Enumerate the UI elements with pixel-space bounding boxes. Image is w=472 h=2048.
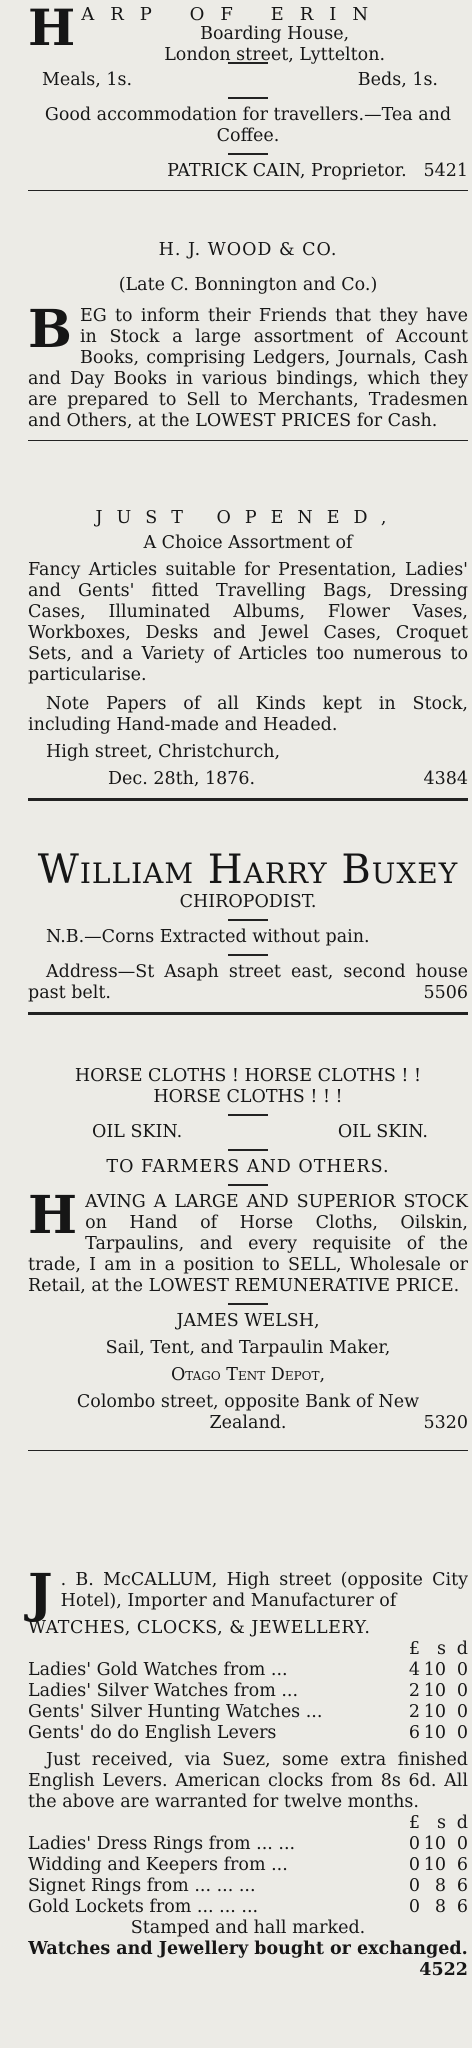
harp-line2: London street, Lyttelton. — [164, 45, 386, 65]
horse-initial: H — [28, 1185, 78, 1246]
col-pounds: £ — [408, 1639, 420, 1659]
price-d: 6 — [456, 1876, 468, 1896]
buxey-address: Address—St Asaph street east, second house past belt. — [28, 962, 468, 1003]
mccallum-exchange: Watches and Jewellery bought or exchanged. — [28, 1939, 468, 1959]
harp-proprietor: PATRICK CAIN, Proprietor. — [167, 161, 407, 181]
horse-num: 5320 — [423, 1413, 468, 1433]
harp-title: ARP OF ERIN — [81, 4, 385, 25]
wood-body: EG to inform their Friends that they have in Stock a large assortment of Account Books, comprising Ledgers, Journals, Cash and Day Books in various bindings, which they are prepared to Sell to Merchants, Tradesmen and Others, at the LOWEST PRICES for Cash. — [28, 306, 468, 431]
divider — [228, 1184, 268, 1186]
opened-note: Note Papers of all Kinds kept in Stock, including Hand-made and Headed. — [28, 694, 468, 735]
price-s: 8 — [434, 1897, 446, 1917]
buxey-num: 5506 — [423, 983, 468, 1003]
price-label: Signet Rings from ... ... ... — [28, 1876, 256, 1896]
price-s: 10 — [423, 1660, 446, 1680]
price-l: 2 — [408, 1681, 420, 1701]
harp-line1: Boarding House, — [200, 24, 350, 44]
mccallum-intro: . B. McCALLUM, High street (opposite City Hotel), Importer and Manufacturer of — [60, 1570, 468, 1611]
horse-farmers: TO FARMERS AND OTHERS. — [106, 1157, 390, 1177]
divider — [228, 97, 268, 99]
price-l: 0 — [408, 1897, 420, 1917]
price-row — [28, 1681, 468, 1702]
rule — [28, 1450, 468, 1451]
opened-body: Fancy Articles suitable for Presentation, Ladies' and Gents' fitted Travelling Bags, Dressing Cases, Illuminated Albums, Flower Vases, Workboxes, Desks and Jewel Cases, Croquet Sets, and a Variety of Articles too numerous to particularise. — [28, 560, 468, 685]
divider — [228, 919, 268, 921]
price-l: 0 — [408, 1876, 420, 1896]
price-s: 10 — [423, 1702, 446, 1722]
price-d: 6 — [456, 1897, 468, 1917]
price-row — [28, 1834, 468, 1855]
buxey-ad — [28, 848, 468, 1023]
price-d: 0 — [456, 1660, 468, 1680]
horse-body: AVING A LARGE AND SUPERIOR STOCK on Hand of Horse Cloths, Oilskin, Tarpaulins, and every requisite of the trade, I am in a position to SELL, Wholesale or Retail, at the LOWEST REMUNERATIVE PRICE. — [28, 1192, 468, 1296]
horse-line1: HORSE CLOTHS ! HORSE CLOTHS ! ! — [74, 1066, 422, 1086]
wood-initial: B — [28, 299, 72, 360]
price-label: Gold Lockets from ... ... ... — [28, 1897, 259, 1917]
horse-depot: Otago Tent Depot, — [170, 1365, 326, 1385]
price-row — [28, 1897, 468, 1918]
price-d: 0 — [456, 1702, 468, 1722]
price-l: 2 — [408, 1702, 420, 1722]
wood-title: H. J. WOOD & CO. — [158, 240, 338, 260]
price-s: 10 — [423, 1681, 446, 1701]
col-shillings: s — [437, 1813, 446, 1833]
price-s: 10 — [423, 1723, 446, 1743]
buxey-name: William Harry Buxey — [37, 847, 459, 893]
price-row — [28, 1876, 468, 1897]
price-label: Gents' Silver Hunting Watches ... — [28, 1702, 323, 1722]
price-d: 0 — [456, 1681, 468, 1701]
price-label: Gents' do do English Levers — [28, 1723, 277, 1743]
price-l: 6 — [408, 1723, 420, 1743]
mccallum-initial: J — [28, 1563, 53, 1624]
price-label: Ladies' Gold Watches from ... — [28, 1660, 288, 1680]
horse-line2: HORSE CLOTHS ! ! ! — [153, 1087, 343, 1107]
col-pence: d — [456, 1639, 468, 1659]
price-l: 4 — [408, 1660, 420, 1680]
divider — [228, 153, 268, 155]
mccallum-cols — [28, 1639, 468, 1660]
col-pence: d — [456, 1813, 468, 1833]
mccallum-stamped: Stamped and hall marked. — [130, 1918, 366, 1938]
opened-address: High street, Christchurch, — [46, 742, 281, 762]
opened-num: 4384 — [423, 769, 468, 789]
mccallum-cols2 — [28, 1813, 468, 1834]
opened-title: JUST OPENED, — [95, 508, 401, 528]
price-label: Ladies' Silver Watches from ... — [28, 1681, 299, 1701]
opened-date: Dec. 28th, 1876. — [108, 769, 256, 789]
harp-beds: Beds, 1s. — [357, 70, 438, 90]
harp-initial: H — [28, 0, 76, 57]
harp-ad — [28, 0, 468, 199]
wood-sub: (Late C. Bonnington and Co.) — [118, 275, 378, 295]
horse-name: JAMES WELSH, — [176, 1311, 320, 1331]
mccallum-ad — [28, 1563, 468, 1981]
divider — [228, 1114, 268, 1116]
mccallum-num: 4522 — [419, 1960, 468, 1980]
buxey-nb: N.B.—Corns Extracted without pain. — [46, 927, 370, 947]
opened-sub: A Choice Assortment of — [143, 533, 353, 553]
harp-meals: Meals, 1s. — [42, 70, 133, 90]
price-row — [28, 1660, 468, 1681]
horse-oil2: OIL SKIN. — [337, 1122, 428, 1142]
buxey-title: CHIROPODIST. — [179, 892, 317, 912]
price-l: 0 — [408, 1834, 420, 1854]
wood-ad — [28, 240, 468, 449]
rule — [28, 440, 468, 441]
mccallum-heading: WATCHES, CLOCKS, & JEWELLERY. — [28, 1618, 371, 1638]
price-row — [28, 1702, 468, 1723]
price-s: 10 — [423, 1834, 446, 1854]
rule — [28, 1012, 468, 1015]
harp-num: 5421 — [423, 161, 468, 181]
price-row — [28, 1723, 468, 1744]
divider — [228, 1149, 268, 1151]
price-l: 0 — [408, 1855, 420, 1875]
price-s: 10 — [423, 1855, 446, 1875]
col-pounds: £ — [408, 1813, 420, 1833]
price-d: 0 — [456, 1723, 468, 1743]
price-d: 0 — [456, 1834, 468, 1854]
horse-address: Colombo street, opposite Bank of New Zealand. — [76, 1392, 420, 1433]
horse-ad — [28, 1066, 468, 1459]
horse-oil1: OIL SKIN. — [92, 1122, 183, 1142]
price-d: 6 — [456, 1855, 468, 1875]
horse-trade: Sail, Tent, and Tarpaulin Maker, — [105, 1338, 391, 1358]
price-row — [28, 1855, 468, 1876]
rule — [28, 190, 468, 191]
col-shillings: s — [437, 1639, 446, 1659]
opened-ad — [28, 508, 468, 809]
harp-accom: Good accommodation for travellers.—Tea and Coffee. — [44, 105, 452, 146]
price-label: Ladies' Dress Rings from ... ... — [28, 1834, 296, 1854]
divider — [228, 954, 268, 956]
price-s: 8 — [434, 1876, 446, 1896]
mccallum-suez: Just received, via Suez, some extra finished English Levers. American clocks from 8s 6d. All the above are warranted for twelve months. — [28, 1750, 468, 1812]
price-label: Widding and Keepers from ... — [28, 1855, 288, 1875]
divider — [228, 1303, 268, 1305]
rule — [28, 798, 468, 801]
